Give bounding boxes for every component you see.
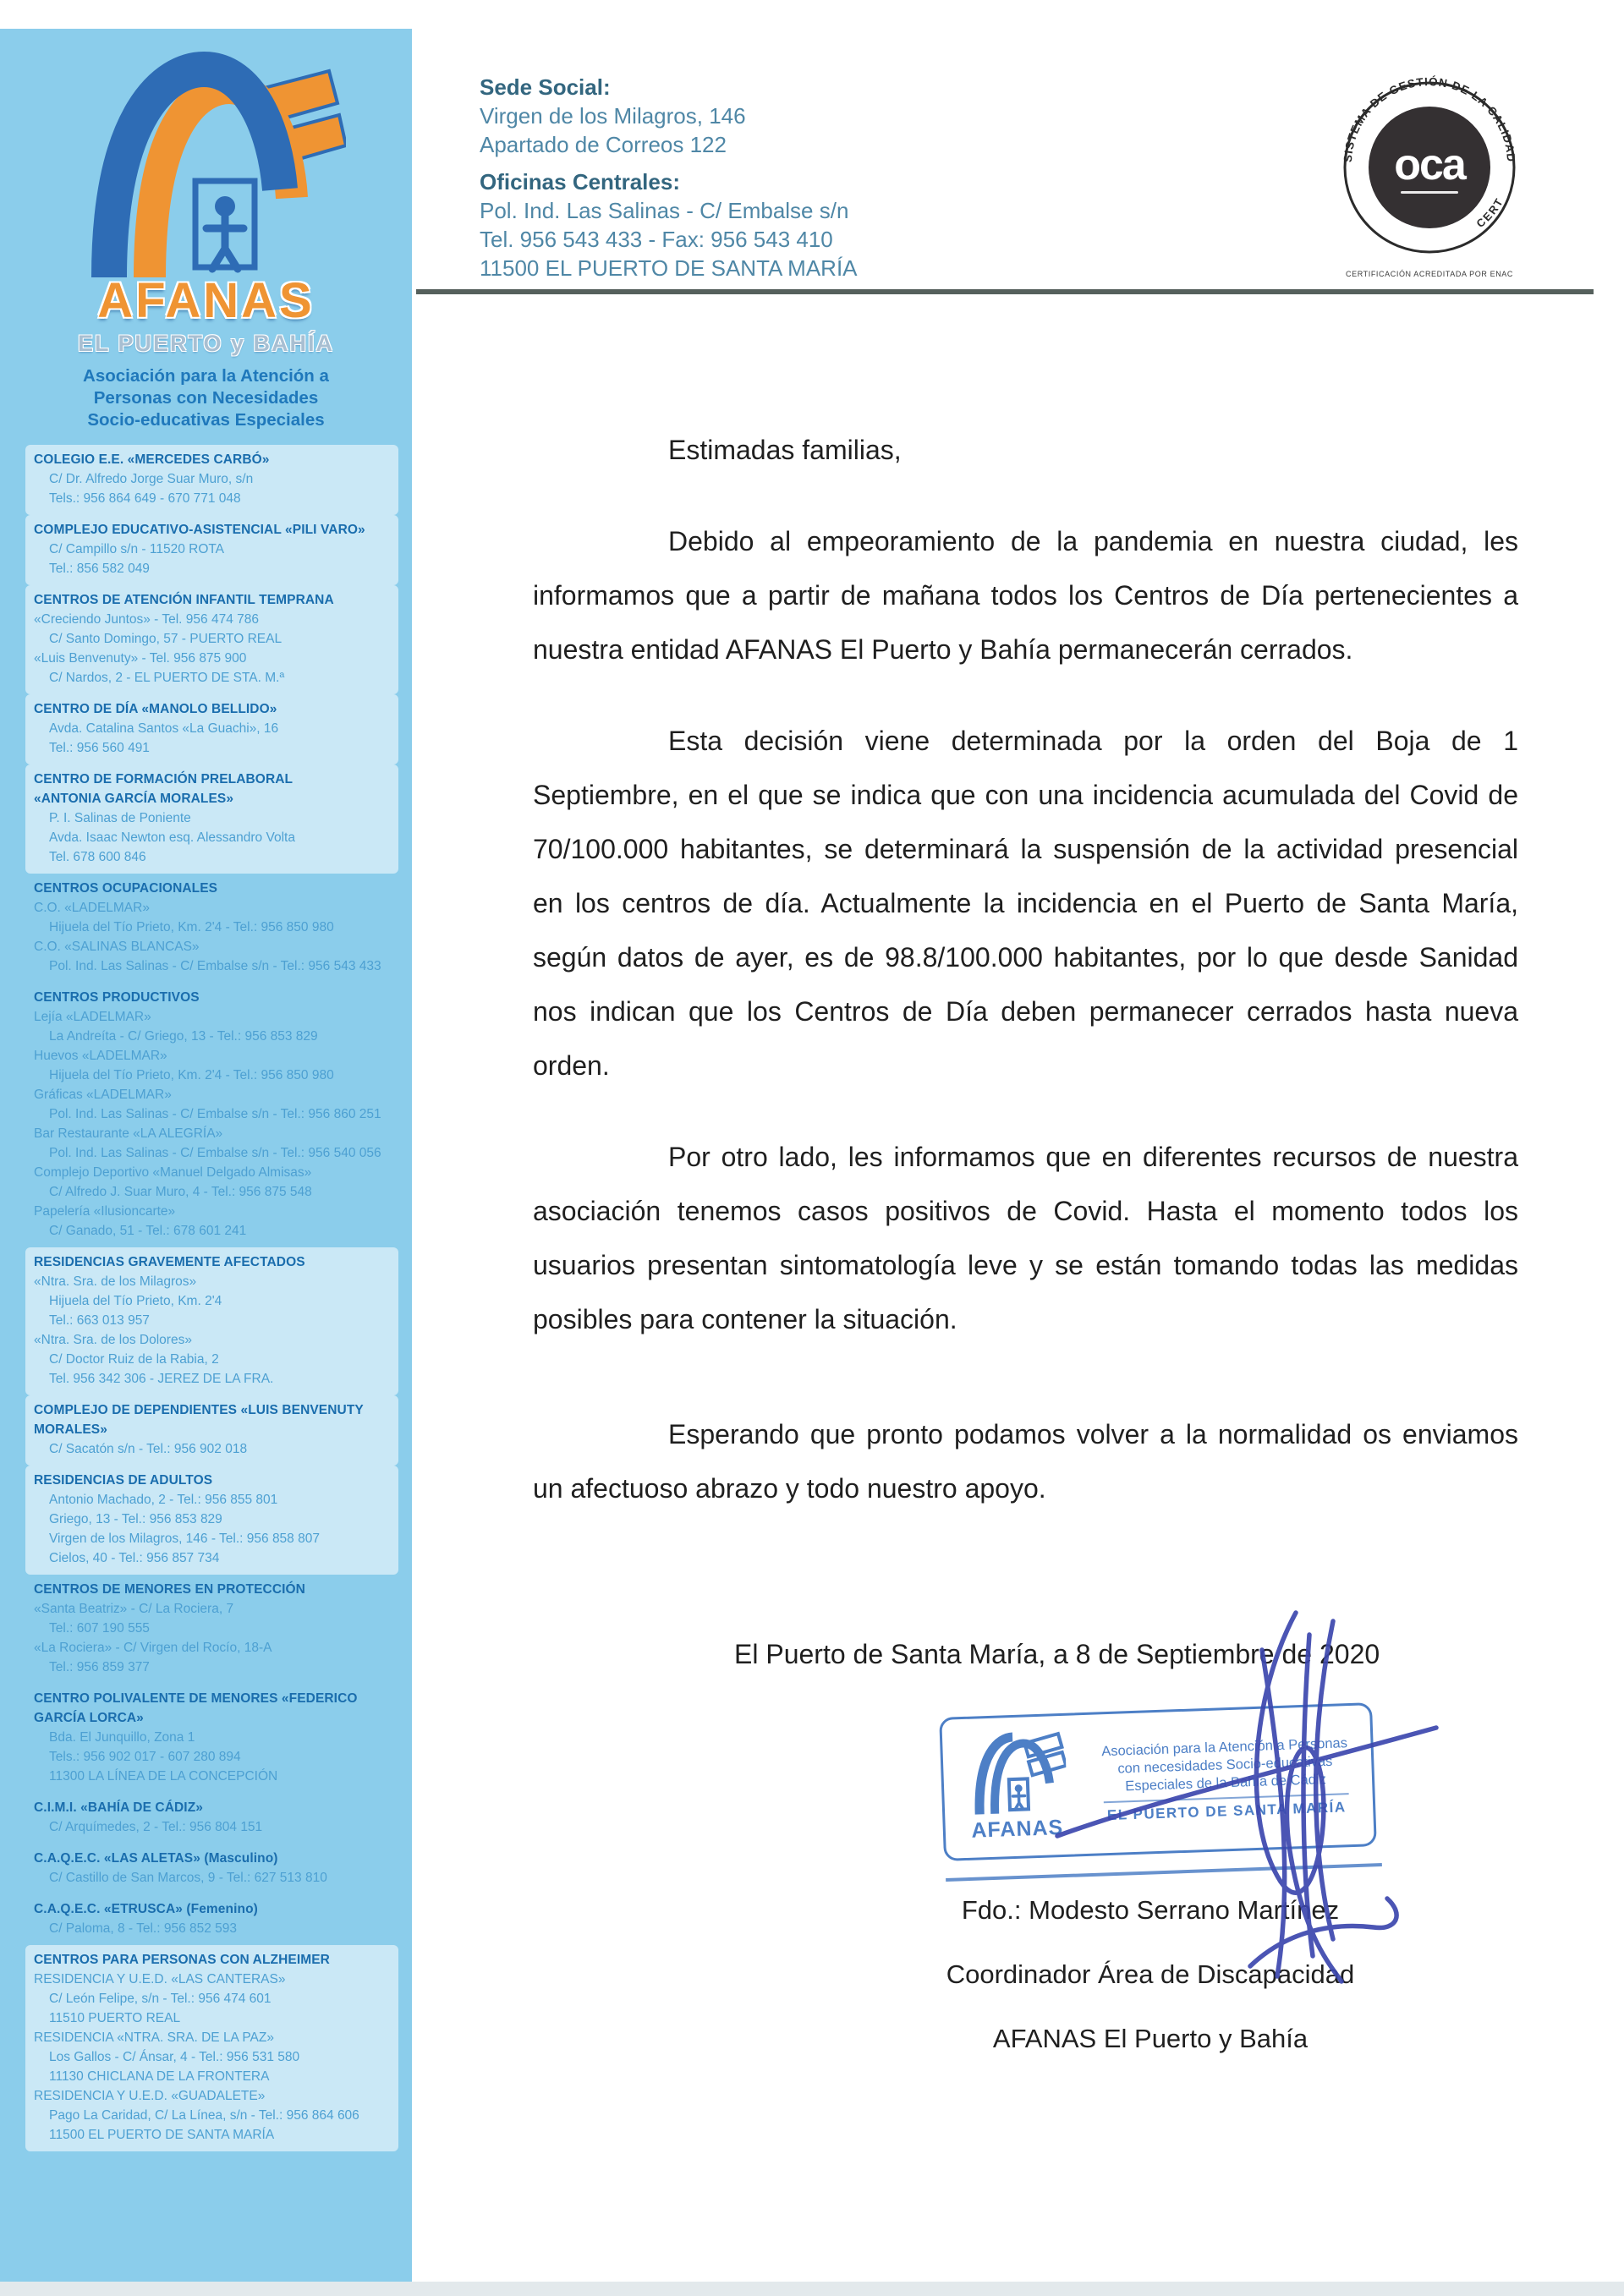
sidebar-line: Bda. El Junquillo, Zona 1 <box>49 1730 195 1745</box>
stamp-brand: AFANAS <box>970 1815 1064 1843</box>
sidebar-line: RESIDENCIA Y U.E.D. «GUADALETE» <box>34 2089 266 2103</box>
sidebar-line: C.O. «LADELMAR» <box>34 901 150 915</box>
sidebar-heading: RESIDENCIAS GRAVEMENTE AFECTADOS <box>34 1255 305 1269</box>
sidebar-line: 11300 LA LÍNEA DE LA CONCEPCIÓN <box>49 1769 278 1784</box>
logo-tagline-3: Socio-educativas Especiales <box>87 410 325 430</box>
sidebar-section <box>25 1894 398 1945</box>
sidebar-line: P. I. Salinas de Poniente <box>49 811 191 825</box>
sidebar-line: Tel. 956 342 306 - JEREZ DE LA FRA. <box>49 1372 274 1386</box>
sidebar-heading: CENTROS DE MENORES EN PROTECCIÓN <box>34 1582 305 1597</box>
letterhead-divider <box>416 289 1594 294</box>
sidebar-line: RESIDENCIA Y U.E.D. «LAS CANTERAS» <box>34 1972 286 1986</box>
sidebar-heading: CENTRO POLIVALENTE DE MENORES «FEDERICO GARCÍA LORCA» <box>34 1691 358 1725</box>
sidebar-line: Gráficas «LADELMAR» <box>34 1088 172 1102</box>
sidebar-line: 11510 PUERTO REAL <box>49 2011 181 2025</box>
sidebar-line: Los Gallos - C/ Ánsar, 4 - Tel.: 956 531 580 <box>49 2050 300 2064</box>
sidebar-heading: «ANTONIA GARCÍA MORALES» <box>34 792 234 806</box>
logo-tagline <box>0 365 412 431</box>
signature-org: AFANAS El Puerto y Bahía <box>992 2024 1309 2053</box>
stamp-line-1: Asociación para la Atención a Personas <box>1101 1735 1348 1760</box>
badge-arc-text: SISTEMA DE GESTIÓN DE LA CALIDAD <box>1341 75 1518 163</box>
sidebar-line: Tel.: 956 859 377 <box>49 1660 150 1674</box>
sidebar-heading: CENTROS PRODUCTIVOS <box>34 990 200 1005</box>
sidebar-line: Hijuela del Tío Prieto, Km. 2'4 - Tel.: 956 850 980 <box>49 1068 334 1082</box>
sidebar-heading: CENTRO DE DÍA «MANOLO BELLIDO» <box>34 702 277 716</box>
sidebar-heading: C.A.Q.E.C. «ETRUSCA» (Femenino) <box>34 1902 258 1916</box>
sidebar-line: Virgen de los Milagros, 146 - Tel.: 956 858 807 <box>49 1532 320 1546</box>
sidebar-line: Cielos, 40 - Tel.: 956 857 734 <box>49 1551 220 1565</box>
sidebar-line: Hijuela del Tío Prieto, Km. 2'4 <box>49 1294 222 1308</box>
stamp-line-2: con necesidades Socio-educativas <box>1117 1753 1333 1777</box>
sede-social-label: Sede Social: <box>480 74 611 100</box>
sidebar-line: Huevos «LADELMAR» <box>34 1049 167 1063</box>
sidebar-section <box>25 1793 398 1844</box>
sidebar-heading: COLEGIO E.E. «MERCEDES CARBÓ» <box>34 452 270 467</box>
sidebar-heading: CENTROS DE ATENCIÓN INFANTIL TEMPRANA <box>34 593 334 607</box>
sidebar-line: Tel. 678 600 846 <box>49 850 146 864</box>
sidebar-section <box>25 1844 398 1894</box>
sidebar-section <box>25 983 398 1247</box>
oficinas-city: 11500 EL PUERTO DE SANTA MARÍA <box>480 255 858 281</box>
oficinas-phone: Tel. 956 543 433 - Fax: 956 543 410 <box>480 227 833 252</box>
sidebar-section <box>25 1945 398 2151</box>
letter-body <box>533 423 1518 1515</box>
oca-badge-icon <box>1328 68 1531 271</box>
sidebar-line: C/ Alfredo J. Suar Muro, 4 - Tel.: 956 875 548 <box>49 1185 312 1199</box>
sidebar-line: «Santa Beatriz» - C/ La Rociera, 7 <box>34 1602 234 1616</box>
badge-cert-text: CERT <box>1473 195 1506 231</box>
sidebar-line: Tel.: 856 582 049 <box>49 562 150 576</box>
sidebar-sections <box>0 431 412 2151</box>
sidebar-section <box>25 445 398 515</box>
letter-paragraph: Esperando que pronto podamos volver a la normalidad os enviamos un afectuoso abrazo y todo nuestro apoyo. <box>533 1419 1518 1504</box>
sidebar-line: «La Rociera» - C/ Virgen del Rocío, 18-A <box>34 1641 272 1655</box>
sidebar-line: C/ Campillo s/n - 11520 ROTA <box>49 542 225 556</box>
afanas-logo <box>0 29 412 431</box>
oficinas-label: Oficinas Centrales: <box>480 169 680 195</box>
sidebar-heading: COMPLEJO EDUCATIVO-ASISTENCIAL «PILI VARO» <box>34 523 365 537</box>
handwritten-signature <box>998 1601 1455 1998</box>
sidebar-line: Pol. Ind. Las Salinas - C/ Embalse s/n - Tel.: 956 860 251 <box>49 1107 381 1121</box>
sidebar-line: Tel.: 956 560 491 <box>49 741 150 755</box>
sidebar-section <box>25 1575 398 1684</box>
sidebar-section <box>25 1684 398 1793</box>
letterhead-spacer <box>480 159 858 167</box>
sidebar-heading: C.I.M.I. «BAHÍA DE CÁDIZ» <box>34 1800 203 1815</box>
sidebar-line: Avda. Catalina Santos «La Guachi», 16 <box>49 721 279 736</box>
sidebar-heading: CENTRO DE FORMACIÓN PRELABORAL <box>34 772 294 786</box>
sidebar-line: Tel.: 663 013 957 <box>49 1313 150 1328</box>
sidebar-line: Lejía «LADELMAR» <box>34 1010 151 1024</box>
sidebar-section <box>25 1395 398 1466</box>
sidebar-line: Pol. Ind. Las Salinas - C/ Embalse s/n - Tel.: 956 543 433 <box>49 959 381 973</box>
sidebar-line: 11500 EL PUERTO DE SANTA MARÍA <box>49 2128 275 2142</box>
letter-paragraphs <box>533 514 1518 1515</box>
sidebar-line: C/ Ganado, 51 - Tel.: 678 601 241 <box>49 1224 247 1238</box>
sidebar <box>0 29 412 2282</box>
oca-quality-badge <box>1328 68 1531 278</box>
sidebar-heading: CENTROS OCUPACIONALES <box>34 881 218 896</box>
sidebar-line: C/ Dr. Alfredo Jorge Suar Muro, s/n <box>49 472 254 486</box>
sidebar-line: C.O. «SALINAS BLANCAS» <box>34 940 200 954</box>
sidebar-heading: RESIDENCIAS DE ADULTOS <box>34 1473 213 1488</box>
sidebar-line: Tels.: 956 864 649 - 670 771 048 <box>49 491 241 506</box>
logo-brand: AFANAS <box>97 273 315 328</box>
sidebar-line: C/ Santo Domingo, 57 - PUERTO REAL <box>49 632 283 646</box>
sidebar-line: «Creciendo Juntos» - Tel. 956 474 786 <box>34 612 259 627</box>
sidebar-line: La Andreíta - C/ Griego, 13 - Tel.: 956 853 829 <box>49 1029 318 1044</box>
sidebar-line: «Ntra. Sra. de los Dolores» <box>34 1333 192 1347</box>
letter-date-line: El Puerto de Santa María, a 8 de Septiembre de 2020 <box>734 1639 1380 1669</box>
letter-paragraph: Debido al empeoramiento de la pandemia en nuestra ciudad, les informamos que a partir de mañana todos los Centros de Día pertenecientes a nuestra entidad AFANAS El Puerto y Bahía permanecerán cerrados. <box>533 526 1518 665</box>
sede-address-2: Apartado de Correos 122 <box>480 132 727 157</box>
sidebar-line: Antonio Machado, 2 - Tel.: 956 855 801 <box>49 1493 278 1507</box>
sidebar-line: 11130 CHICLANA DE LA FRONTERA <box>49 2069 270 2084</box>
sidebar-section <box>25 694 398 764</box>
sidebar-section <box>25 764 398 874</box>
badge-footer-text: CERTIFICACIÓN ACREDITADA POR ENAC <box>1346 270 1513 278</box>
sidebar-line: Papelería «Ilusioncarte» <box>34 1204 176 1219</box>
sidebar-section <box>25 1247 398 1395</box>
letter-paragraph: Por otro lado, les informamos que en diferentes recursos de nuestra asociación tenemos casos positivos de Covid. Hasta el momento todos los usuarios presentan sintomatología leve y se están tomando todas las medidas posibles para contener la situación. <box>533 1142 1518 1334</box>
logo-tagline-1: Asociación para la Atención a <box>83 366 329 386</box>
stamp-city: EL PUERTO DE SANTA MARÍA <box>1106 1799 1347 1824</box>
sidebar-line: C/ León Felipe, s/n - Tel.: 956 474 601 <box>49 1992 272 2006</box>
sidebar-line: Bar Restaurante «LA ALEGRÍA» <box>34 1126 223 1141</box>
sidebar-line: Avda. Isaac Newton esq. Alessandro Volta <box>49 830 295 845</box>
afanas-arches-icon <box>67 47 346 284</box>
signature-role: Coordinador Área de Discapacidad <box>946 1959 1355 1989</box>
sidebar-line: Complejo Deportivo «Manuel Delgado Almisas» <box>34 1165 312 1180</box>
sidebar-heading: COMPLEJO DE DEPENDIENTES «LUIS BENVENUTY MORALES» <box>34 1403 364 1437</box>
sidebar-line: C/ Arquímedes, 2 - Tel.: 956 804 151 <box>49 1820 263 1834</box>
signature-fdo: Fdo.: Modesto Serrano Martínez <box>961 1895 1340 1925</box>
sidebar-line: Tels.: 956 902 017 - 607 280 894 <box>49 1750 241 1764</box>
sidebar-line: Pago La Caridad, C/ La Línea, s/n - Tel.: 956 864 606 <box>49 2108 359 2123</box>
sidebar-line: «Luis Benvenuty» - Tel. 956 875 900 <box>34 651 247 666</box>
sidebar-heading: CENTROS PARA PERSONAS CON ALZHEIMER <box>34 1953 330 1967</box>
letter-greeting: Estimadas familias, <box>668 435 902 465</box>
sidebar-line: C/ Paloma, 8 - Tel.: 956 852 593 <box>49 1921 238 1936</box>
stamp-line-3: Especiales de la Bahía de Cádiz <box>1125 1772 1327 1795</box>
sidebar-line: C/ Nardos, 2 - EL PUERTO DE STA. M.ª <box>49 671 285 685</box>
logo-subtitle: EL PUERTO y BAHÍA <box>77 331 335 356</box>
logo-tagline-2: Personas con Necesidades <box>93 388 319 408</box>
oficinas-address: Pol. Ind. Las Salinas - C/ Embalse s/n <box>480 198 849 223</box>
sede-address-1: Virgen de los Milagros, 146 <box>480 103 746 129</box>
sidebar-section <box>25 515 398 585</box>
badge-brand: oca <box>1394 140 1465 189</box>
sidebar-line: C/ Castillo de San Marcos, 9 - Tel.: 627 513 810 <box>49 1871 327 1885</box>
sidebar-line: Griego, 13 - Tel.: 956 853 829 <box>49 1512 222 1526</box>
sidebar-heading: C.A.Q.E.C. «LAS ALETAS» (Masculino) <box>34 1851 278 1866</box>
sidebar-line: C/ Sacatón s/n - Tel.: 956 902 018 <box>49 1442 248 1456</box>
sidebar-line: Hijuela del Tío Prieto, Km. 2'4 - Tel.: 956 850 980 <box>49 920 334 934</box>
sidebar-line: Tel.: 607 190 555 <box>49 1621 150 1636</box>
letterhead <box>480 73 858 282</box>
sidebar-section <box>25 585 398 694</box>
sidebar-line: «Ntra. Sra. de los Milagros» <box>34 1274 197 1289</box>
scan-bottom-edge <box>0 2282 1624 2296</box>
sidebar-line: RESIDENCIA «NTRA. SRA. DE LA PAZ» <box>34 2030 274 2045</box>
sidebar-section <box>25 874 398 983</box>
sidebar-line: C/ Doctor Ruiz de la Rabia, 2 <box>49 1352 219 1367</box>
letter-paragraph: Esta decisión viene determinada por la orden del Boja de 1 Septiembre, en el que se indica que con una incidencia acumulada del Covid de 70/100.000 habitantes, se determinará la suspensión de la actividad presencial en los centros de día. Actualmente la incidencia en el Puerto de Santa María, según datos de ayer, es de 98.8/100.000 habitantes, por lo que desde Sanidad nos indican que los Centros de Día deben permanecer cerrados hasta nueva orden. <box>533 726 1518 1081</box>
sidebar-line: Pol. Ind. Las Salinas - C/ Embalse s/n - Tel.: 956 540 056 <box>49 1146 381 1160</box>
sidebar-section <box>25 1466 398 1575</box>
